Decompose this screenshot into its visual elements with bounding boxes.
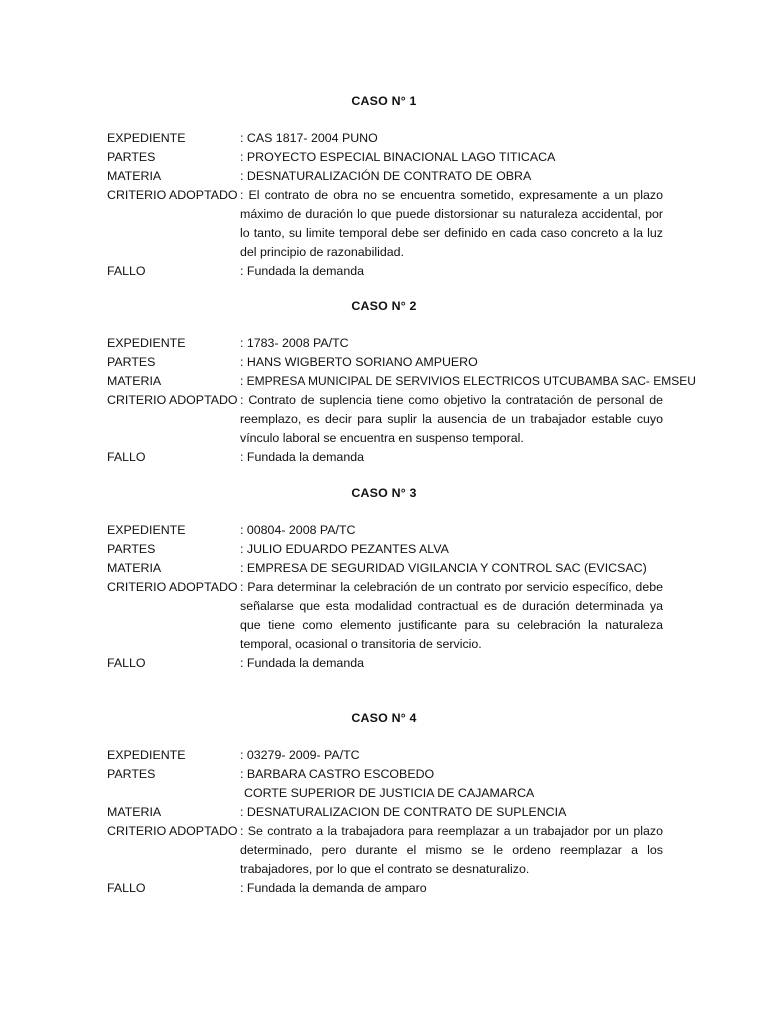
label-partes: PARTES (107, 542, 156, 556)
row-partes (107, 148, 663, 167)
row-partes (107, 765, 663, 784)
value-partes-2: CORTE SUPERIOR DE JUSTICIA DE CAJAMARCA (244, 786, 535, 800)
row-expediente (107, 334, 663, 353)
label-materia: MATERIA (107, 561, 162, 575)
row-materia (107, 167, 663, 186)
label-partes: PARTES (107, 355, 156, 369)
row-criterio (107, 391, 663, 448)
row-criterio (107, 186, 663, 262)
value-partes: : JULIO EDUARDO PEZANTES ALVA (240, 542, 449, 556)
row-expediente (107, 521, 663, 540)
row-fallo (107, 654, 663, 673)
case-1 (107, 92, 663, 281)
case-2 (107, 297, 696, 467)
row-partes-2 (107, 784, 663, 803)
case-title: CASO N° 3 (351, 486, 417, 500)
label-partes: PARTES (107, 767, 156, 781)
value-criterio: : El contrato de obra no se encuentra sometido, expresamente a un plazo máximo de duración lo que puede distorsionar su naturaleza accidental, por lo tanto, su limite temporal debe ser definido en cada caso concreto a la luz del principio de razonabilidad. (240, 188, 663, 259)
label-fallo: FALLO (107, 656, 146, 670)
case-title: CASO N° 1 (351, 94, 417, 108)
value-fallo: : Fundada la demanda (240, 450, 364, 464)
label-fallo: FALLO (107, 881, 146, 895)
label-criterio: CRITERIO ADOPTADO (107, 824, 238, 838)
value-fallo: : Fundada la demanda de amparo (240, 881, 427, 895)
case-title: CASO N° 2 (351, 299, 417, 313)
row-partes (107, 540, 663, 559)
value-expediente: : 1783- 2008 PA/TC (240, 336, 349, 350)
value-materia: : EMPRESA MUNICIPAL DE SERVIVIOS ELECTRICOS UTCUBAMBA SAC- EMSEU (240, 374, 696, 388)
row-criterio (107, 822, 663, 879)
label-empty (107, 784, 240, 803)
label-materia: MATERIA (107, 805, 162, 819)
case-4 (107, 709, 663, 898)
row-expediente (107, 129, 663, 148)
label-partes: PARTES (107, 150, 156, 164)
label-expediente: EXPEDIENTE (107, 336, 186, 350)
value-criterio: : Se contrato a la trabajadora para reemplazar a un trabajador por un plazo determinado, pero durante el mismo se le ordeno reemplazar a los trabajadores, por lo que el contrato se desnaturalizo. (240, 824, 663, 876)
label-criterio: CRITERIO ADOPTADO (107, 580, 238, 594)
row-partes (107, 353, 663, 372)
value-partes: : HANS WIGBERTO SORIANO AMPUERO (240, 355, 478, 369)
row-fallo (107, 448, 663, 467)
value-expediente: : 03279- 2009- PA/TC (240, 748, 360, 762)
row-criterio (107, 578, 663, 654)
row-fallo (107, 879, 663, 898)
row-materia (107, 803, 663, 822)
value-criterio: : Para determinar la celebración de un contrato por servicio específico, debe señalarse que esta modalidad contractual es de duración determinada ya que tiene como elemento justificante para su celebración la naturaleza temporal, ocasional o transitoria de servicio. (240, 580, 663, 651)
label-expediente: EXPEDIENTE (107, 748, 186, 762)
label-criterio: CRITERIO ADOPTADO (107, 188, 238, 202)
value-expediente: : CAS 1817- 2004 PUNO (240, 131, 378, 145)
value-fallo: : Fundada la demanda (240, 264, 364, 278)
label-fallo: FALLO (107, 450, 146, 464)
row-fallo (107, 262, 663, 281)
value-materia: : DESNATURALIZACION DE CONTRATO DE SUPLENCIA (240, 805, 567, 819)
case-3 (107, 484, 663, 673)
row-materia (107, 559, 663, 578)
value-partes: : PROYECTO ESPECIAL BINACIONAL LAGO TITICACA (240, 150, 556, 164)
value-criterio: : Contrato de suplencia tiene como objetivo la contratación de personal de reemplazo, es decir para suplir la ausencia de un trabajador estable cuyo vínculo laboral se encuentra en suspenso temporal. (240, 393, 663, 445)
label-materia: MATERIA (107, 169, 162, 183)
value-partes: : BARBARA CASTRO ESCOBEDO (240, 767, 435, 781)
value-fallo: : Fundada la demanda (240, 656, 364, 670)
value-expediente: : 00804- 2008 PA/TC (240, 523, 356, 537)
case-title: CASO N° 4 (351, 711, 417, 725)
label-criterio: CRITERIO ADOPTADO (107, 393, 238, 407)
label-expediente: EXPEDIENTE (107, 523, 186, 537)
row-expediente (107, 746, 663, 765)
label-expediente: EXPEDIENTE (107, 131, 186, 145)
value-materia: : EMPRESA DE SEGURIDAD VIGILANCIA Y CONTROL SAC (EVICSAC) (240, 561, 647, 575)
row-materia (107, 372, 696, 391)
value-materia: : DESNATURALIZACIÓN DE CONTRATO DE OBRA (240, 169, 532, 183)
label-materia: MATERIA (107, 374, 162, 388)
label-fallo: FALLO (107, 264, 146, 278)
